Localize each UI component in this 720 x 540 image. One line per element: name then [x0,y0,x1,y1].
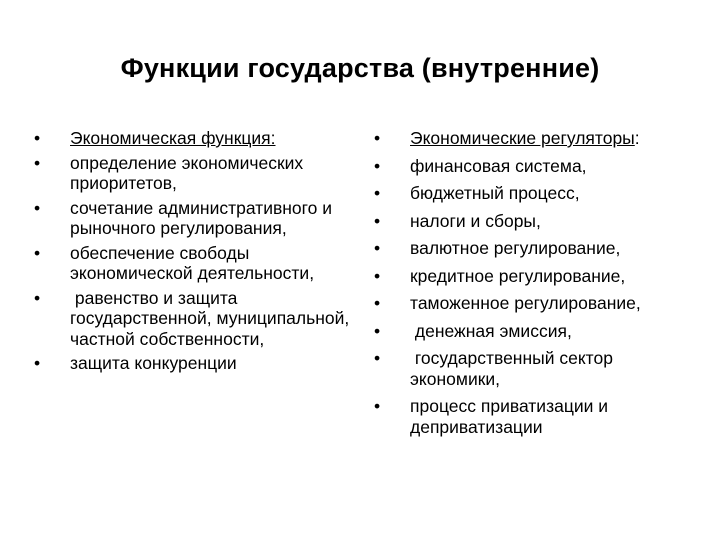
bullet-icon: • [374,155,381,176]
right-column-list [374,128,694,444]
bullet-icon: • [374,293,381,313]
list-item-text: бюджетный процесс, [410,183,580,203]
list-item [374,238,694,259]
list-item [374,183,694,204]
list-item [34,198,354,239]
bullet-icon: • [34,152,41,173]
bullet-icon: • [374,128,381,148]
list-item [374,266,694,287]
bullet-icon: • [34,197,41,218]
bullet-icon: • [374,183,381,203]
bullet-icon: • [34,353,41,373]
list-item [34,288,354,350]
bullet-icon: • [374,238,381,258]
list-item [34,243,354,284]
list-item [34,353,354,374]
list-item-text: обеспечение свободы экономической деятельности, [70,242,315,283]
left-heading: Экономическая функция: [70,128,276,148]
list-item [374,156,694,177]
list-item-text: кредитное регулирование, [410,265,626,286]
list-item-text: валютное регулирование, [410,238,621,258]
left-heading-item [34,128,354,149]
list-item-text: процесс приватизации и деприватизации [410,396,609,437]
slide-title: Функции государства (внутренние) [120,53,600,83]
list-item [374,348,694,389]
list-item [374,396,694,437]
bullet-icon: • [374,210,381,231]
list-item-text: определение экономических приоритетов, [70,152,304,193]
right-heading-suffix: : [634,128,640,148]
bullet-icon: • [34,287,41,308]
list-item [34,153,354,194]
bullet-icon: • [374,396,381,416]
list-item-text: равенство и защита государственной, муниципальной, частной собственности, [70,287,355,349]
list-item-text: государственный сектор экономики, [410,348,618,389]
list-item [374,293,694,314]
list-item-text: финансовая система, [410,155,587,176]
list-item [374,211,694,232]
bullet-icon: • [34,128,41,148]
list-item-text: сочетание административного и рыночного регулирования, [70,197,333,238]
list-item [374,321,694,342]
list-item-text: денежная эмиссия, [410,320,572,341]
bullet-icon: • [374,348,381,368]
list-item-text: таможенное регулирование, [410,293,641,313]
right-heading: Экономические регуляторы [410,128,635,148]
bullet-icon: • [374,320,381,341]
right-heading-item [374,128,694,149]
left-column-list [34,128,354,378]
bullet-icon: • [34,242,41,263]
list-item-text: защита конкуренции [70,353,237,373]
list-item-text: налоги и сборы, [410,210,541,231]
bullet-icon: • [374,265,381,286]
